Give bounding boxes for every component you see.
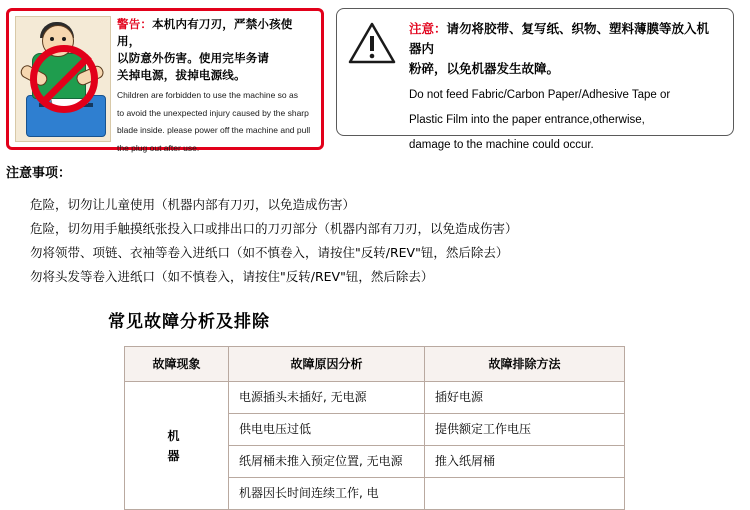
child-eye-left-icon — [50, 37, 54, 41]
child-warning-en-line-4: the plug out after use. — [117, 142, 200, 153]
caution-text — [409, 19, 721, 151]
table-header-cause: 故障原因分析 — [229, 347, 425, 382]
caution-cn-line-2: 粉碎，以免机器发生故障。 — [409, 61, 560, 76]
table-cell-fix — [425, 478, 625, 510]
table-cell-cause: 供电电压过低 — [229, 414, 425, 446]
caution-en-line-1: Do not feed Fabric/Carbon Paper/Adhesive Tape or — [409, 89, 671, 101]
child-warning-label — [6, 8, 324, 153]
troubleshooting-title: 常见故障分析及排除 — [108, 312, 270, 332]
child-warning-cn-line-1: 警告：本机内有刀刃，严禁小孩使用， — [117, 17, 293, 48]
table-cell-cause: 纸屑桶未推入预定位置, 无电源 — [229, 446, 425, 478]
group-label-char-2: 器 — [167, 448, 186, 463]
table-cell-cause: 机器因长时间连续工作, 电 — [229, 478, 425, 510]
child-warning-cn-line-2: 以防意外伤害。使用完毕务请 — [117, 51, 270, 65]
table-cell-fix: 插好电源 — [425, 382, 625, 414]
table-cell-cause: 电源插头未插好, 无电源 — [229, 382, 425, 414]
note-item: 勿将头发等卷入进纸口（如不慎卷入，请按住"反转/REV"钮，然后除去） — [30, 269, 434, 284]
table-header-symptom: 故障现象 — [125, 347, 229, 382]
table-cell-fix: 推入纸屑桶 — [425, 446, 625, 478]
table-header-fix: 故障排除方法 — [425, 347, 625, 382]
note-item: 危险，切勿让儿童使用（机器内部有刀刃，以免造成伤害） — [30, 197, 356, 212]
note-item: 勿将领带、项链、衣袖等卷入进纸口（如不慎卷入，请按住"反转/REV"钮，然后除去） — [30, 245, 509, 260]
caution-en-line-2: Plastic Film into the paper entrance,otherwise, — [409, 114, 645, 126]
child-warning-en-line-2: to avoid the unexpected injury caused by the sharp — [117, 107, 309, 118]
child-warning-cn-line-3: 关掉电源，拔掉电源线。 — [117, 68, 246, 82]
caution-icon-wrap — [347, 19, 399, 125]
warning-panels-row — [0, 0, 750, 153]
child-shredder-illustration — [15, 16, 111, 142]
child-warning-en-line-1: Children are forbidden to use the machine so as — [117, 90, 298, 100]
caution-panel — [336, 8, 734, 151]
notes-list — [30, 193, 750, 289]
child-warning-text — [117, 16, 315, 153]
exclamation-triangle-icon — [347, 21, 397, 65]
notes-title: 注意事项： — [6, 166, 72, 181]
prohibition-sign-icon — [30, 45, 98, 113]
caution-en-line-3: damage to the machine could occur. — [409, 139, 594, 151]
table-cell-fix: 提供额定工作电压 — [425, 414, 625, 446]
caution-cn-line-1: 注意：请勿将胶带、复写纸、织物、塑料薄膜等放入机器内 — [409, 21, 710, 56]
child-warning-en-line-3: blade inside. please power off the machine and pull — [117, 125, 311, 135]
troubleshooting-table — [124, 346, 625, 510]
note-item: 危险，切勿用手触摸纸张投入口或排出口的刀刃部分（机器内部有刀刃，以免造成伤害） — [30, 221, 518, 236]
table-row — [125, 382, 625, 414]
child-eye-right-icon — [62, 37, 66, 41]
group-label-char-1: 机 — [167, 428, 186, 443]
table-header-row — [125, 347, 625, 382]
table-group-label — [125, 382, 229, 510]
